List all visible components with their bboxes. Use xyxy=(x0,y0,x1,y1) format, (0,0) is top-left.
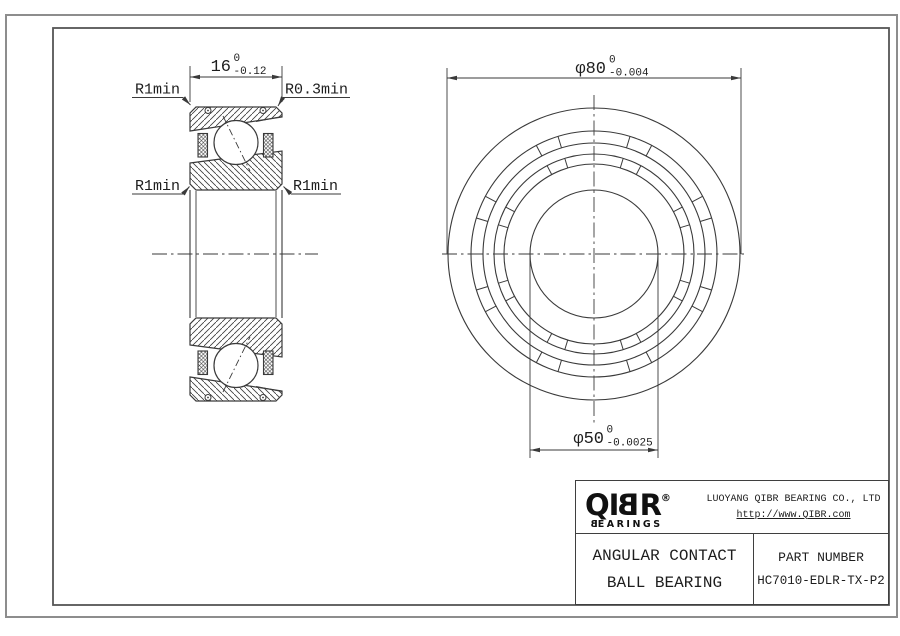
logo-subtext: BEARINGS xyxy=(588,519,663,530)
label-r1min-mid-left: R1min xyxy=(135,178,181,195)
width-dim-tol-lower: -0.12 xyxy=(233,66,267,78)
title-block xyxy=(575,480,889,605)
part-number-cell xyxy=(754,534,888,604)
company-name: LUOYANG QIBR BEARING CO., LTD xyxy=(706,493,881,505)
od-dim-value: φ80 xyxy=(575,60,606,79)
part-number-label: PART NUMBER xyxy=(778,550,864,565)
product-name-line2: BALL BEARING xyxy=(606,573,723,592)
company-logo xyxy=(576,484,703,530)
width-dimension xyxy=(190,53,282,102)
registered-trademark-icon: ® xyxy=(660,493,671,504)
od-dim-tol-lower: -0.004 xyxy=(609,67,649,80)
section-bottom-half xyxy=(190,318,282,401)
section-top-half xyxy=(190,107,282,190)
bore-dim-tol-lower: -0.0025 xyxy=(606,437,653,450)
cage-section-right xyxy=(264,134,274,158)
bore-dim-tol-upper: 0 xyxy=(606,424,614,437)
cage-section-left xyxy=(198,134,208,158)
part-number-value: HC7010-EDLR-TX-P2 xyxy=(757,574,885,588)
title-block-header-row xyxy=(576,481,888,534)
label-r1min-top-left: R1min xyxy=(135,81,181,99)
company-info xyxy=(703,494,888,521)
width-dim-tol-upper: 0 xyxy=(233,53,241,65)
label-r1min-mid-right: R1min xyxy=(293,178,339,195)
face-hole-left-dot xyxy=(207,110,209,112)
company-website: http://www.QIBR.com xyxy=(736,509,851,521)
face-hole-right-dot xyxy=(262,110,264,112)
bore-dim-value: φ50 xyxy=(573,430,604,449)
front-view xyxy=(442,55,746,459)
product-name-cell xyxy=(576,534,754,604)
od-dim-tol-upper: 0 xyxy=(609,54,616,67)
title-block-bottom-row xyxy=(576,534,888,604)
logo-wordmark: QIBR® xyxy=(585,488,671,522)
label-r03min-top-right: R0.3min xyxy=(285,81,349,99)
width-dim-value: 16 xyxy=(210,58,231,77)
section-view xyxy=(132,53,350,401)
product-name-line1: ANGULAR CONTACT xyxy=(592,546,737,565)
